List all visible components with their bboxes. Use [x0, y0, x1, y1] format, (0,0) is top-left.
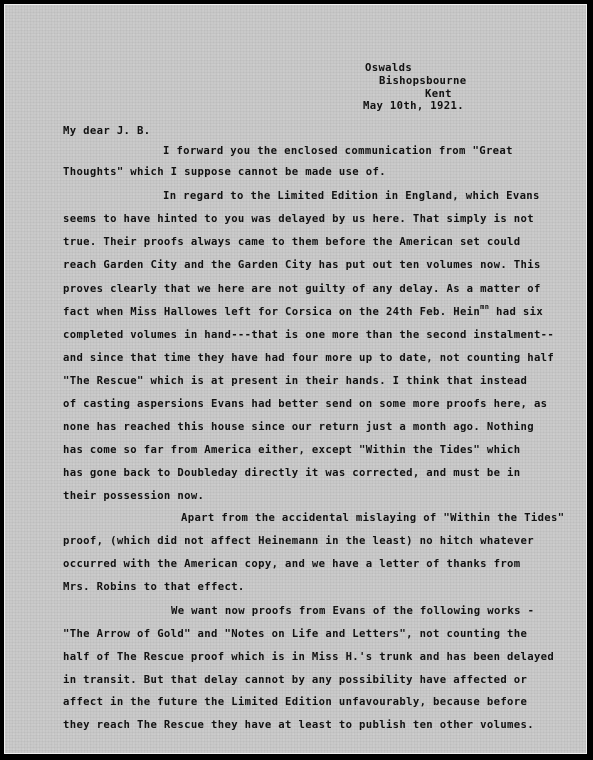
body-line-tail: had six [496, 306, 544, 318]
salutation: My dear J. B. [63, 125, 151, 137]
body-line: their possession now. [63, 490, 205, 502]
body-line: true. Their proofs always came to them before the American set could [63, 236, 521, 248]
body-line: I forward you the enclosed communication from "Great [163, 145, 513, 157]
letter-date: May 10th, 1921. [363, 100, 464, 112]
body-line: seems to have hinted to you was delayed by us here. That simply is not [63, 213, 534, 225]
body-line: they reach The Rescue they have at least to publish ten other volumes. [63, 719, 534, 731]
body-line: "The Arrow of Gold" and "Notes on Life and Letters", not counting the [63, 628, 528, 640]
address-line-3: Kent [425, 88, 452, 100]
body-line-text: fact when Miss Hallowes left for Corsica on the 24th Feb. Hein [63, 306, 481, 318]
body-line: none has reached this house since our return just a month ago. Nothing [63, 421, 534, 433]
body-line: reach Garden City and the Garden City has put out ten volumes now. This [63, 259, 541, 271]
body-line: affect in the future the Limited Edition unfavourably, because before [63, 696, 528, 708]
body-line: and since that time they have had four more up to date, not counting half [63, 352, 555, 364]
body-line: Mrs. Robins to that effect. [63, 581, 245, 593]
body-line: occurred with the American copy, and we have a letter of thanks from [63, 558, 521, 570]
body-line: of casting aspersions Evans had better send on some more proofs here, as [63, 398, 548, 410]
body-line: proof, (which did not affect Heinemann in the least) no hitch whatever [63, 535, 534, 547]
body-line: proves clearly that we here are not guilty of any delay. As a matter of [63, 283, 541, 295]
body-line: completed volumes in hand---that is one more than the second instalment-- [63, 329, 555, 341]
letter-page [4, 4, 587, 754]
address-line-2: Bishopsbourne [379, 75, 467, 87]
body-line: In regard to the Limited Edition in England, which Evans [163, 190, 540, 202]
body-line: "The Rescue" which is at present in their hands. I think that instead [63, 375, 528, 387]
body-line [63, 303, 544, 318]
body-line: has gone back to Doubleday directly it was corrected, and must be in [63, 467, 521, 479]
body-line: has come so far from America either, except "Within the Tides" which [63, 444, 521, 456]
body-line: in transit. But that delay cannot by any possibility have affected or [63, 674, 528, 686]
interlinear-insertion: mn [480, 303, 490, 311]
body-line: half of The Rescue proof which is in Miss H.'s trunk and has been delayed [63, 651, 555, 663]
address-line-1: Oswalds [365, 62, 413, 74]
body-line: We want now proofs from Evans of the following works - [171, 605, 535, 617]
body-line: Thoughts" which I suppose cannot be made use of. [63, 166, 386, 178]
body-line: Apart from the accidental mislaying of "Within the Tides" [181, 512, 565, 524]
